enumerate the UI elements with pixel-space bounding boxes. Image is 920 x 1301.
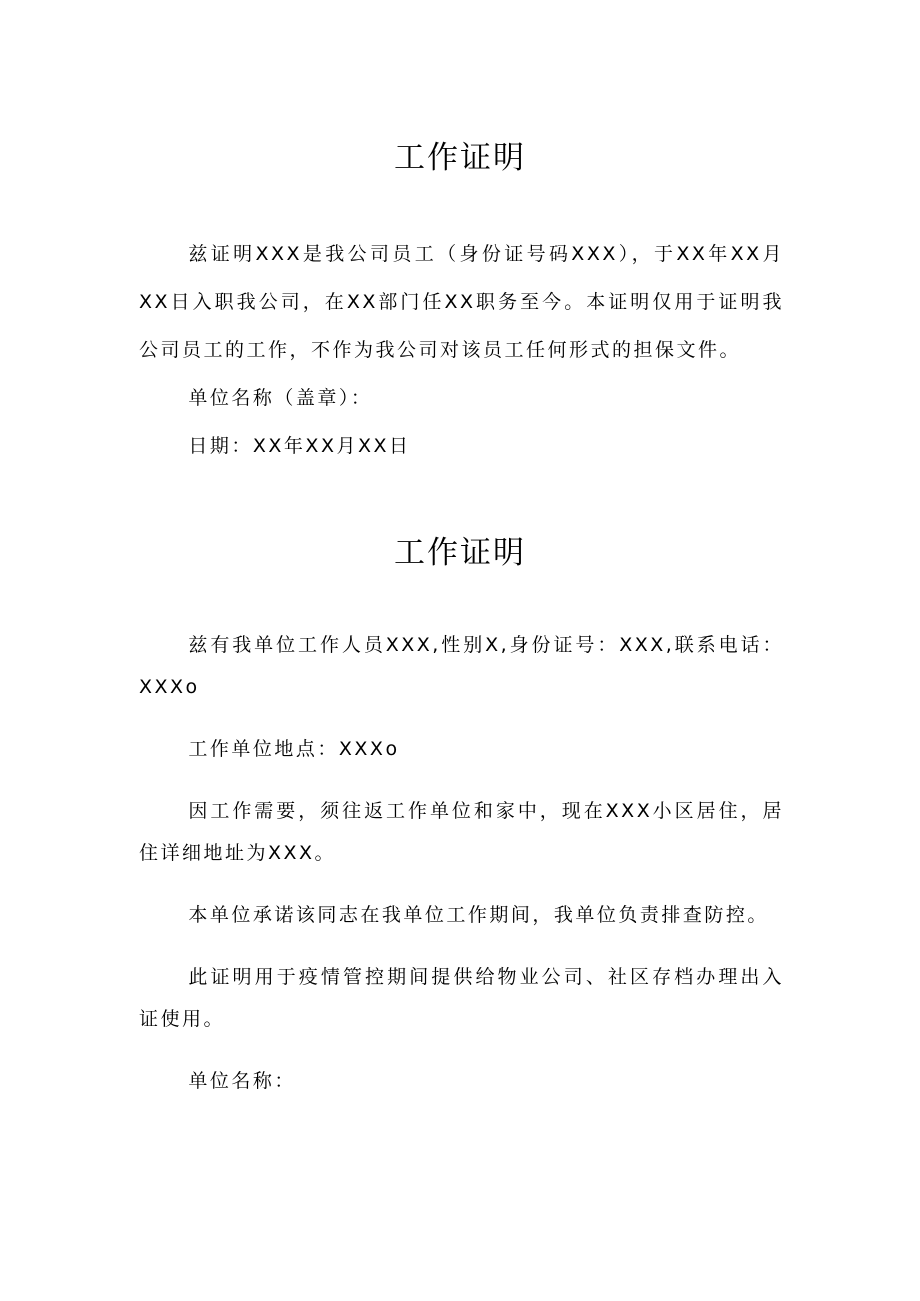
certificate-1-date-line: 日期：XX年XX月XX日 <box>188 435 411 457</box>
certificate-2-paragraph-residence: 因工作需要，须往返工作单位和家中，现在XXX小区居住，居住详细地址为XXX。 <box>139 800 784 864</box>
page-title-work-certificate-1: 工作证明 <box>394 140 526 176</box>
certificate-body-2 <box>139 624 784 1102</box>
certificate-body-1 <box>139 230 784 470</box>
certificate-2-paragraph-workplace: 工作单位地点：XXXo <box>188 738 400 760</box>
certificate-1-paragraph: 兹证明XXX是我公司员工（身份证号码XXX），于XX年XX月XX日入职我公司，在XX部门任XX职务至今。本证明仅用于证明我公司员工的工作，不作为我公司对该员工任何形式的担保文件。 <box>139 243 784 361</box>
certificate-2-paragraph-commitment: 本单位承诺该同志在我单位工作期间，我单位负责排查防控。 <box>188 904 769 926</box>
certificate-2-unit-label: 单位名称： <box>188 1070 296 1092</box>
certificate-2-paragraph-purpose: 此证明用于疫情管控期间提供给物业公司、社区存档办理出入证使用。 <box>139 966 784 1030</box>
page-title-work-certificate-2: 工作证明 <box>394 535 526 571</box>
certificate-1-unit-label: 单位名称（盖章）： <box>188 387 373 409</box>
certificate-2-paragraph-employee: 兹有我单位工作人员XXX,性别X,身份证号：XXX,联系电话：XXXo <box>139 634 784 698</box>
